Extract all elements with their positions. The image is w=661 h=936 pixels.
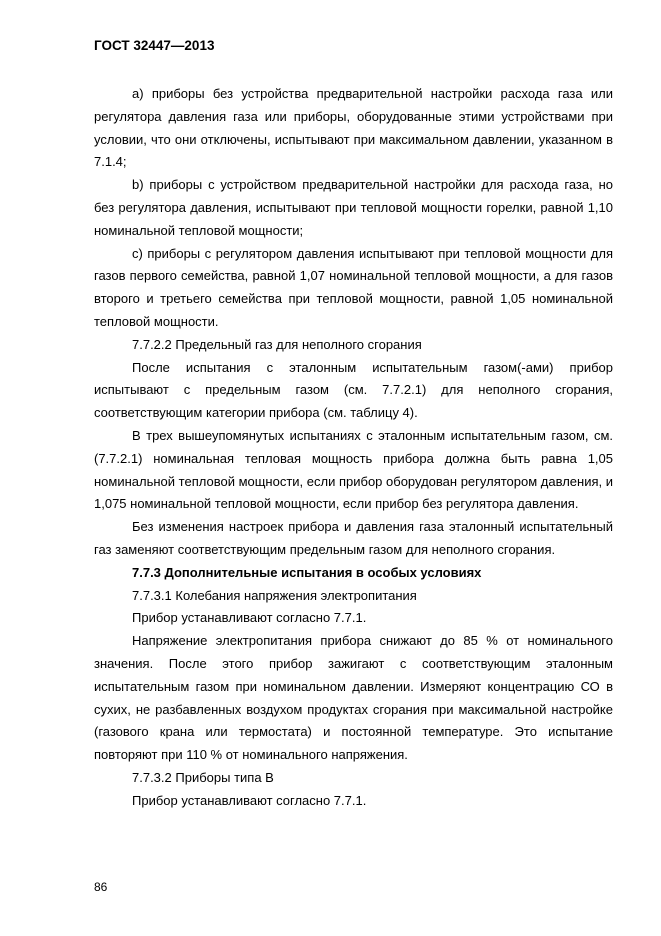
paragraph: Прибор устанавливают согласно 7.7.1. — [132, 610, 367, 626]
paragraph: После испытания с эталонным испытательным газом(-ами) прибор испытывают с предельным газом (см. 7.7.2.1) для неполного сгорания, соответствующим категории прибора (см. таблицу 4). — [94, 359, 613, 421]
page-number: 86 — [94, 880, 108, 894]
paragraph: В трех вышеупомянутых испытаниях с эталонным испытательным газом, см. (7.7.2.1) номинальная тепловая мощность прибора должна быть равна 1,05 номинальной тепловой мощности, если прибор оборудован регулятором давления, и 1,075 номинальной тепловой мощности, если прибор без регулятора давления. — [94, 427, 613, 512]
paragraph-c: с) приборы с регулятором давления испытывают при тепловой мощности для газов первого семейства, равной 1,07 номинальной тепловой мощности, а для газов второго и третьего семейства при тепловой мощности, равной 1,05 номинальной тепловой мощности. — [94, 245, 613, 329]
document-body — [94, 83, 613, 813]
paragraph: Напряжение электропитания прибора снижают до 85 % от номинального значения. После этого прибор зажигают с соответствующим эталонным испытательным газом при номинальном давлении. Измеряют концентрацию СО в сухих, не разбавленных воздухом продуктах сгорания при максимальной настройке (газового крана или термостата) и постоянной температуре. Это испытание повторяют при 110 % от номинального напряжения. — [94, 633, 613, 763]
paragraph: Прибор устанавливают согласно 7.7.1. — [132, 792, 367, 808]
paragraph-a: а) приборы без устройства предварительной настройки расхода газа или регулятора давления газа или приборы, оборудованные этими устройствами при условии, что они отключены, испытывают при максимальном давлении, указанном в 7.1.4; — [94, 86, 613, 170]
section-heading-7-7-2-2: 7.7.2.2 Предельный газ для неполного сгорания — [132, 336, 422, 352]
section-heading-7-7-3-1: 7.7.3.1 Колебания напряжения электропитания — [132, 587, 417, 603]
section-heading-7-7-3: 7.7.3 Дополнительные испытания в особых условиях — [132, 564, 482, 580]
section-heading-7-7-3-2: 7.7.3.2 Приборы типа В — [132, 769, 274, 785]
paragraph: Без изменения настроек прибора и давления газа эталонный испытательный газ заменяют соответствующим предельным газом для неполного сгорания. — [94, 519, 613, 557]
document-header: ГОСТ 32447—2013 — [94, 38, 215, 53]
paragraph-b: b) приборы с устройством предварительной настройки для расхода газа, но без регулятора давления, испытывают при тепловой мощности горелки, равной 1,10 номинальной тепловой мощности; — [94, 177, 613, 238]
